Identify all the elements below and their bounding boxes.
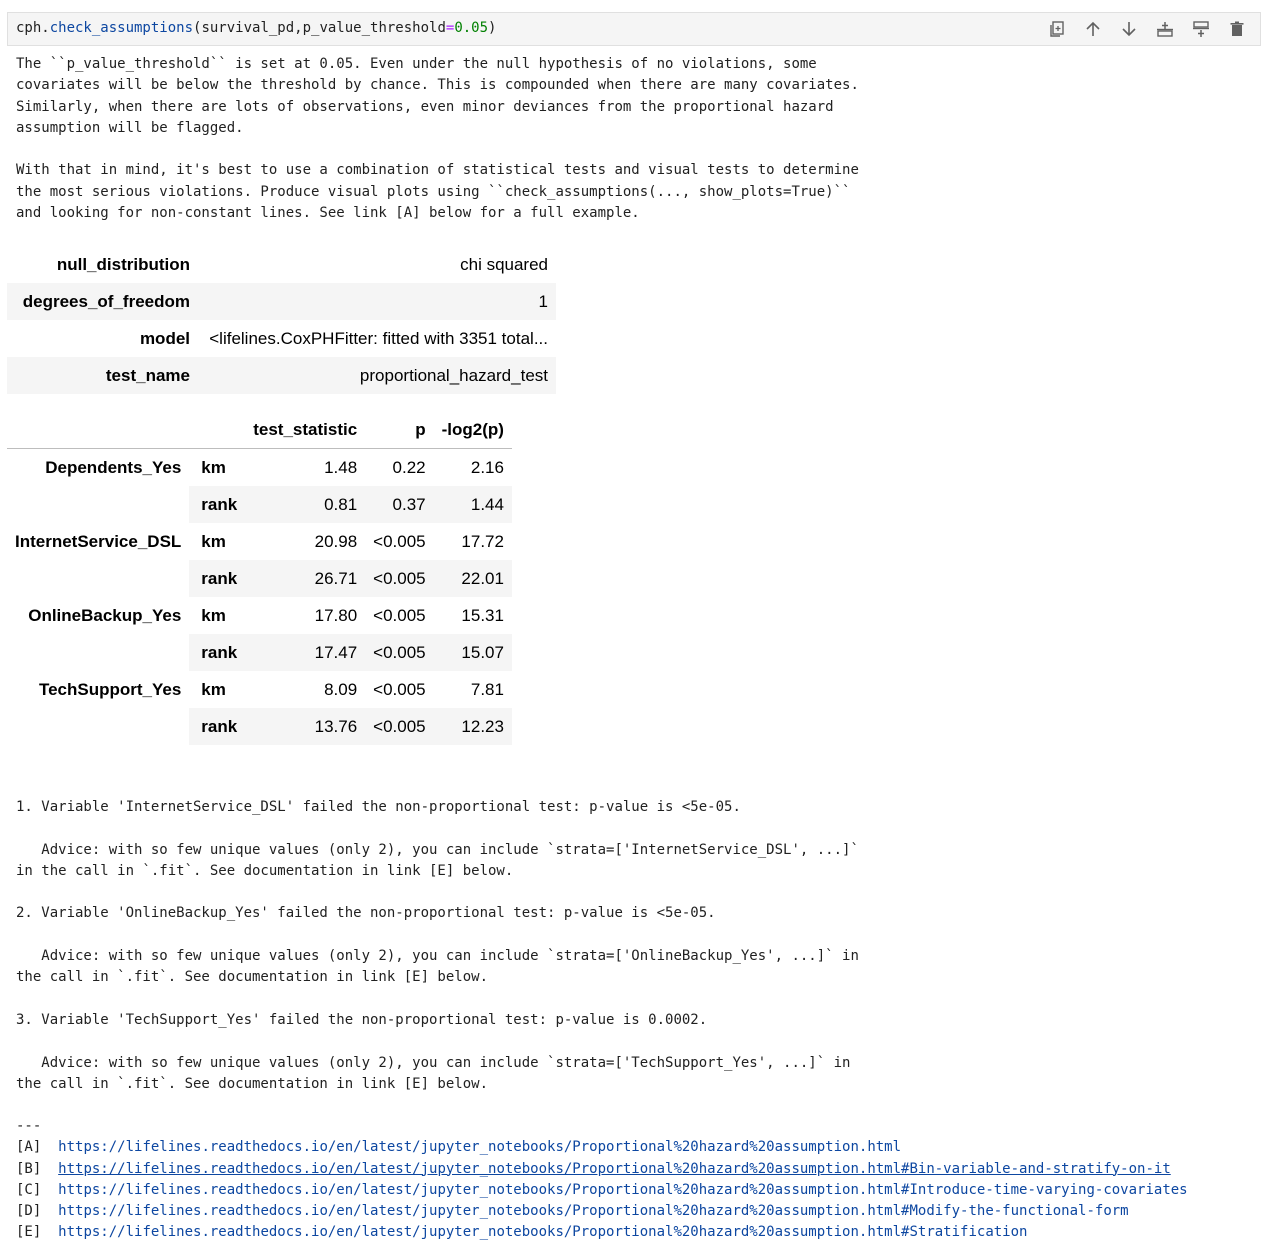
cell-test-statistic: 17.47 [245,634,365,671]
advice-line: in the call in `.fit`. See documentation in link [E] below. [16,862,514,879]
summary-value: chi squared [460,254,548,274]
delete-cell-button[interactable] [1226,18,1248,40]
output-intro-text [16,54,859,224]
cell-p: <0.005 [373,679,426,699]
arrow-up-icon [1084,20,1102,38]
code-line[interactable] [16,20,496,36]
results-table [7,412,512,745]
row-test: rank [189,486,245,523]
cell-test-statistic: 17.80 [314,605,358,625]
summary-key: model [139,328,190,348]
intro-line: the most serious violations. Produce visual plots using ``check_assumptions(..., show_plots=True)`` [16,183,851,200]
results-row [7,523,512,560]
row-variable [7,486,189,523]
code-args: (survival_pd,p_value_threshold [193,20,446,36]
advice-line: 1. Variable 'InternetService_DSL' failed the non-proportional test: p-value is <5e-05. [16,799,741,815]
cell-p: 0.22 [392,457,426,477]
summary-value: proportional_hazard_test [359,365,548,385]
row-variable: OnlineBackup_Yes [28,605,182,625]
summary-row [7,320,556,357]
cell-test-statistic: 0.81 [245,486,365,523]
cell-p: <0.005 [365,560,433,597]
row-variable [7,634,189,671]
row-test: km [201,679,226,699]
cell-test-statistic: 1.48 [324,457,358,477]
results-row [7,671,512,708]
reference-link[interactable]: https://lifelines.readthedocs.io/en/latest/jupyter_notebooks/Proportional%20hazard%20assumption.html#Bin-variable-and-stratify-on-it [58,1160,1171,1177]
row-variable: TechSupport_Yes [38,679,182,699]
separator: --- [16,1118,42,1134]
code-object: cph. [16,20,50,36]
cell-p: <0.005 [373,605,426,625]
cell-p: <0.005 [373,531,426,551]
intro-line: Similarly, when there are lots of observations, even minor deviances from the proportional hazard [16,98,834,115]
intro-line: With that in mind, it's best to use a combination of statistical tests and visual tests to determine [16,162,859,179]
intro-line: and looking for non-constant lines. See link [A] below for a full example. [16,205,640,222]
cell-test-statistic: 26.71 [245,560,365,597]
code-operator: = [445,20,455,36]
summary-row [7,357,556,394]
cell-log2p: 17.72 [461,531,504,551]
cell-log2p: 12.23 [434,708,512,745]
cell-log2p: 1.44 [434,486,512,523]
advice-line: Advice: with so few unique values (only 2), you can include `strata=['InternetService_DSL', ...]` [16,841,859,858]
reference-tag: [C] [16,1181,42,1198]
advice-line: Advice: with so few unique values (only 2), you can include `strata=['TechSupport_Yes', ...]` in [16,1054,851,1071]
duplicate-cell-button[interactable] [1046,18,1068,40]
intro-line: The ``p_value_threshold`` is set at 0.05. Even under the null hypothesis of no violations, some [16,56,817,72]
cell-test-statistic: 13.76 [245,708,365,745]
cell-log2p: 15.07 [434,634,512,671]
summary-table [7,246,556,394]
advice-line: 2. Variable 'OnlineBackup_Yes' failed the non-proportional test: p-value is <5e-05. [16,905,716,922]
summary-row [7,246,556,283]
insert-above-icon [1156,20,1174,38]
row-test: rank [189,560,245,597]
summary-key: degrees_of_freedom [22,291,190,311]
cell-p: 0.37 [365,486,433,523]
row-variable [7,560,189,597]
header-log2p: -log2(p) [441,420,504,439]
row-test: km [201,457,226,477]
copy-icon [1048,20,1066,38]
reference-tag: [E] [16,1224,42,1241]
results-row [7,708,512,745]
cell-p: <0.005 [365,708,433,745]
advice-line: Advice: with so few unique values (only 2), you can include `strata=['OnlineBackup_Yes', ...]` in [16,948,859,965]
row-test: rank [189,634,245,671]
reference-link[interactable]: https://lifelines.readthedocs.io/en/latest/jupyter_notebooks/Proportional%20hazard%20assumption.html#Modify-the-functional-form [58,1203,1129,1220]
insert-below-icon [1192,20,1210,38]
trash-icon [1228,20,1246,38]
code-value: 0.05 [454,20,489,36]
reference-tag: [B] [16,1160,42,1177]
cell-toolbar [1046,18,1248,40]
summary-key: null_distribution [56,254,190,274]
results-row [7,486,512,523]
intro-line: assumption will be flagged. [16,119,244,136]
summary-value: <lifelines.CoxPHFitter: fitted with 3351 total... [209,328,548,348]
row-test: km [201,605,226,625]
advice-line: the call in `.fit`. See documentation in link [E] below. [16,969,489,986]
insert-above-button[interactable] [1154,18,1176,40]
row-variable: InternetService_DSL [15,531,182,551]
code-cell-input[interactable] [7,12,1261,46]
cell-log2p: 15.31 [461,605,504,625]
header-test-statistic: test_statistic [253,420,358,439]
code-close: ) [488,20,497,36]
results-row [7,634,512,671]
row-variable [7,708,189,745]
advice-line: 3. Variable 'TechSupport_Yes' failed the non-proportional test: p-value is 0.0002. [16,1011,708,1028]
row-test: km [201,531,226,551]
reference-tag: [A] [16,1139,42,1156]
references-list [16,1116,1188,1244]
cell-log2p: 7.81 [470,679,504,699]
summary-value: 1 [538,291,548,311]
code-function: check_assumptions [49,20,194,36]
header-p: p [415,420,426,439]
row-variable: Dependents_Yes [45,457,182,477]
output-advice-text [16,797,859,1095]
reference-tag: [D] [16,1203,42,1220]
insert-below-button[interactable] [1190,18,1212,40]
results-header-row [7,412,512,449]
reference-link[interactable]: https://lifelines.readthedocs.io/en/latest/jupyter_notebooks/Proportional%20hazard%20assumption.html#Introduce-time-varying-covariates [58,1181,1188,1198]
advice-line: the call in `.fit`. See documentation in link [E] below. [16,1075,489,1092]
header-blank [189,412,245,449]
reference-link[interactable]: https://lifelines.readthedocs.io/en/latest/jupyter_notebooks/Proportional%20hazard%20assumption.html#Stratification [58,1224,1028,1241]
intro-line: covariates will be below the threshold by chance. This is compounded when there are many covariates. [16,77,859,94]
results-row [7,449,512,487]
move-up-button[interactable] [1082,18,1104,40]
results-row [7,597,512,634]
cell-log2p: 22.01 [434,560,512,597]
cell-test-statistic: 8.09 [324,679,358,699]
arrow-down-icon [1120,20,1138,38]
summary-key: test_name [105,365,190,385]
cell-p: <0.005 [365,634,433,671]
move-down-button[interactable] [1118,18,1140,40]
header-blank [7,412,189,449]
cell-log2p: 2.16 [470,457,504,477]
cell-test-statistic: 20.98 [314,531,358,551]
summary-row [7,283,556,320]
row-test: rank [189,708,245,745]
results-row [7,560,512,597]
reference-link[interactable]: https://lifelines.readthedocs.io/en/latest/jupyter_notebooks/Proportional%20hazard%20assumption.html [58,1139,902,1156]
